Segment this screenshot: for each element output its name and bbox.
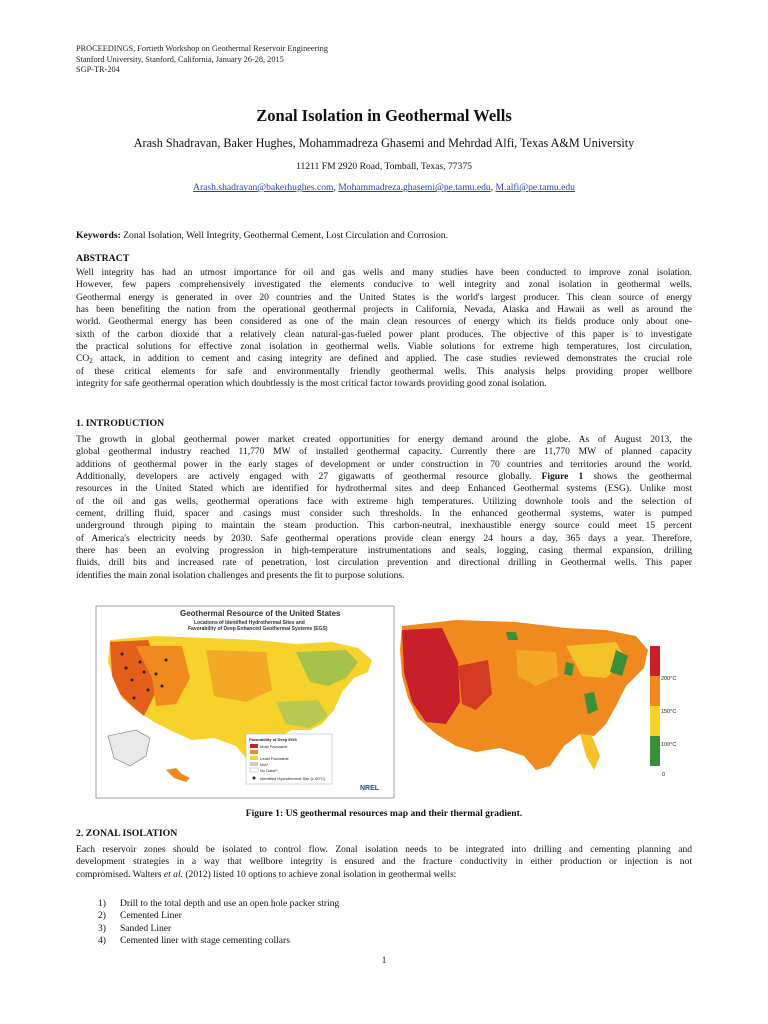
keywords-text: Zonal Isolation, Well Integrity, Geothermal Cement, Lost Circulation and Corrosion. [120, 230, 448, 241]
text-line: of the oil and gas wells, geothermal operations face with extreme high temperatures. Utilizing downhole tools and the selection of [76, 495, 692, 507]
text-line: Geothermal energy is generated in over 20 countries and the United States is the world's largest producer. This clean source of energy [76, 291, 692, 303]
text-fragment: attack, in addition to cement and casing integrity are defined and applied. The case studies reviewed demonstrates the crucial role [100, 353, 692, 365]
text-line: Well integrity has had an utmost importance for oil and gas wells and many studies have been conducted to improve zonal isolation. [76, 267, 692, 278]
text-line: the practical solutions for effective zonal isolation in geothermal wells. Viable solutions for extreme high temperatures, lost circulation, [76, 341, 692, 353]
zonal-isolation-body [76, 844, 692, 881]
email-link[interactable]: M.alfi@pe.tamu.edu [495, 182, 575, 193]
list-text: Drill to the total depth and use an open hole packer string [120, 898, 340, 909]
text-line: has been benefiting the nation from the operational geothermal projects in California, Nevada, Alaska and Hawaii as well as around the [76, 304, 692, 316]
introduction-heading: 1. INTRODUCTION [76, 418, 165, 429]
scale-label: 200°C [661, 676, 677, 682]
zonal-options-list [98, 898, 339, 947]
scale-label: 150°C [661, 709, 677, 715]
abstract-body [76, 267, 692, 390]
text-line: integrity for safe geothermal operation which doubtlessly is the most critical factor towards providing good zonal isolation. [76, 378, 547, 390]
header-line: SGP-TR-204 [76, 65, 120, 74]
text-line-figref [76, 471, 692, 483]
co2-text: CO [76, 353, 90, 365]
list-item [98, 910, 339, 922]
scale-label: 0 [662, 772, 666, 778]
author-emails [0, 182, 768, 193]
text-line: development strategies in a way that wellbore integrity is ensured and the fracture conductivity in either production or injection is not [76, 856, 692, 868]
text-line: sixth of the carbon dioxide that a relatively clean natural-gas-fueled power plant produces. The objective of this paper is to investigate [76, 328, 692, 340]
list-item [98, 923, 339, 935]
nrel-logo: NREL [360, 785, 380, 792]
co2-subscript: 2 [89, 357, 93, 366]
list-number: 3) [98, 922, 106, 934]
legend-title: Favorability of Deep EGS [249, 737, 297, 742]
text-line: cement, drilling fluid, spacer and casings must consider such thresholds. In the enhanced geothermal systems, water is pumped [76, 508, 692, 520]
introduction-body [76, 434, 692, 582]
email-link[interactable]: Arash.shadravan@bakerhughes.com [193, 182, 334, 193]
figure-caption: Figure 1: US geothermal resources map and their thermal gradient. [245, 808, 523, 819]
text-line: fluids, drill bits and increased rate of penetration, lost circulation prevention and directional drilling in Geothermal wells. This paper [76, 557, 692, 569]
header-line: Stanford University, Stanford, California, January 26-28, 2015 [76, 54, 284, 64]
text-line: The growth in global geothermal power market created opportunities for energy demand around the globe. As of August 2013, the [76, 434, 692, 445]
text-line-co2 [76, 353, 692, 365]
page-number: 1 [381, 955, 387, 966]
author-list: Arash Shadravan, Baker Hughes, Mohammadreza Ghasemi and Mehrdad Alfi, Texas A&M University [133, 136, 635, 150]
text-line: there has been an evolving progression in high-temperature instrumentations and seals, logging, casing thermal expansion, drilling [76, 545, 692, 557]
text-fragment: compromised. Walters [76, 868, 162, 880]
list-item [98, 898, 339, 910]
zonal-isolation-heading: 2. ZONAL ISOLATION [76, 828, 178, 839]
text-line: global geothermal industry reached 11,770 MW of installed geothermal capacity. Currently there are 11,770 MW of planned capacity [76, 446, 692, 458]
legend-item: No Data** [260, 768, 278, 773]
text-fragment: (2012) listed 10 options to achieve zonal isolation in geothermal wells: [182, 868, 457, 880]
text-line: However, few papers comprehensively investigated the elements conducive to well integrity and zonal isolation in geothermal wells. [76, 279, 692, 291]
author-address: 11211 FM 2920 Road, Tomball, Texas, 77375 [296, 161, 472, 172]
legend-item: N/A* [260, 762, 269, 767]
text-line: Each reservoir zones should be isolated to control flow. Zonal isolation needs to be integrated into drilling and cementing planning and [76, 844, 692, 855]
left-map-title: Geothermal Resource of the United States [180, 609, 341, 618]
separator: , [490, 182, 496, 193]
text-line [76, 869, 692, 881]
italic-fragment: et al. [163, 868, 183, 880]
legend-sites: Identified Hydrothermal Site (≥ 90°C) [260, 776, 326, 781]
left-map-legend [246, 734, 332, 784]
list-text: Sanded Liner [120, 922, 172, 934]
text-fragment: Additionally, developers are actively engaged with 27 gigawatts of geothermal resource globally. [76, 471, 542, 483]
abstract-heading: ABSTRACT [76, 253, 130, 264]
text-line: world. Geothermal energy has been considered as one of the main clean resources of energy which its fields produce only about one- [76, 316, 692, 328]
us-central [206, 650, 272, 702]
figure-1-maps [96, 606, 677, 798]
legend-item: Least Favorable [260, 756, 289, 761]
left-map-subtitle: Favorability of Deep Enhanced Geothermal Systems (EGS) [188, 626, 328, 632]
email-link[interactable]: Mohammadreza.ghasemi@pe.tamu.edu [338, 182, 491, 193]
list-number: 4) [98, 935, 106, 947]
text-line: of America's electricity needs by 2030. Safe geothermal operations provide clean energy 24 hours a day, 365 days a year. Therefore, [76, 532, 692, 544]
header-line: PROCEEDINGS, Fortieth Workshop on Geothermal Reservoir Engineering [76, 44, 328, 53]
northern-green [506, 632, 518, 640]
figure-1 [96, 606, 677, 798]
text-line: of these critical elements for safe and environmentally friendly geothermal wells. This analysis helps providing proper wellbore [76, 365, 692, 377]
legend-item: Most Favorable [260, 744, 288, 749]
text-line: underground through piping to maintain the steam production. This carbon-neutral, inexhaustible energy source could meet 15 percent [76, 520, 692, 532]
text-line: additions of geothermal power in the early stages of development or under construction in 70 countries and territories around the world. [76, 458, 692, 470]
keywords-label: Keywords: [76, 230, 121, 241]
figure-reference[interactable]: Figure 1 [541, 471, 584, 483]
keywords [76, 230, 448, 241]
list-text: Cemented Liner [120, 910, 182, 922]
proceedings-header [76, 44, 328, 76]
separator: , [333, 182, 339, 193]
text-line: resources in the United Stated which are identified for hydrothermal sites and deep Enhanced Geothermal systems (ESG). Unlike most [76, 483, 692, 495]
scale-label: 100°C [661, 742, 677, 748]
text-line: identifies the main zonal isolation challenges and presents the fit to purpose solutions. [76, 569, 405, 581]
left-map-panel [96, 606, 394, 798]
left-map-subtitle: Locations of Identified Hydrothermal Sites and [194, 620, 305, 626]
list-item [98, 935, 339, 947]
list-text: Cemented liner with stage cementing collars [120, 935, 290, 947]
list-number: 2) [98, 910, 106, 922]
paper-title: Zonal Isolation in Geothermal Wells [256, 106, 512, 125]
right-map-panel [398, 606, 676, 798]
text-fragment: shows the geothermal [593, 471, 692, 483]
list-number: 1) [98, 898, 106, 909]
